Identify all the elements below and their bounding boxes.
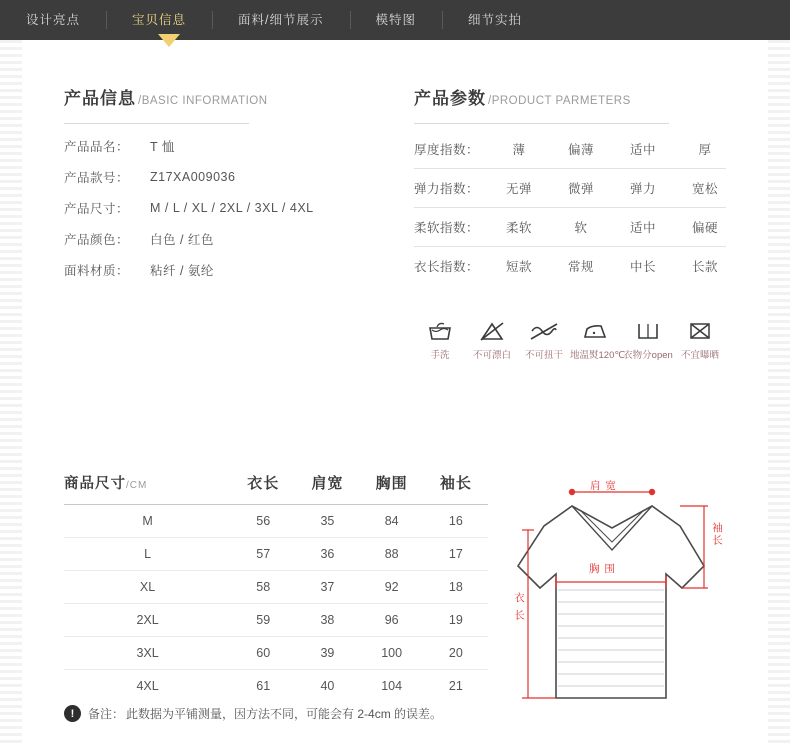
- size-table-body: [64, 505, 488, 703]
- exclamation-icon: !: [64, 705, 81, 722]
- basic-divider: [64, 123, 249, 124]
- column-header-length: 衣长: [247, 475, 280, 492]
- param-option[interactable]: 偏薄: [567, 143, 594, 157]
- param-option[interactable]: 厚: [698, 143, 712, 157]
- param-options: [502, 218, 726, 236]
- cell-bust: 92: [360, 571, 424, 604]
- care-label: 不可扭干: [524, 350, 563, 361]
- info-value: 粘纤 / 氨纶: [150, 263, 214, 278]
- label-sleeve-length: 袖长: [711, 522, 723, 547]
- info-value: 白色 / 红色: [150, 232, 214, 247]
- cell-size: XL: [64, 571, 231, 604]
- care-item-separate-wash: [622, 318, 674, 361]
- table-row: [64, 505, 488, 538]
- parameters-title: [414, 84, 726, 109]
- label-shoulder-width: 肩 宽: [590, 480, 617, 492]
- column-header-size: [64, 472, 231, 505]
- hand-wash-icon: [414, 318, 466, 344]
- info-value: T 恤: [150, 139, 175, 154]
- param-key: 衣长指数：: [414, 260, 480, 274]
- table-row: [64, 571, 488, 604]
- cell-bust: 96: [360, 604, 424, 637]
- param-options: [502, 140, 726, 158]
- param-options: [502, 257, 726, 275]
- column-header-shoulder: 肩宽: [311, 475, 344, 492]
- cell-size: 4XL: [136, 679, 159, 693]
- care-label: 地温熨120℃: [570, 350, 626, 361]
- basic-information-block: [64, 84, 364, 285]
- no-wring-icon: [518, 318, 570, 344]
- cell-length: 61: [256, 679, 271, 693]
- cell-size: 2XL: [64, 604, 231, 637]
- size-unit-label: /CM: [126, 480, 148, 491]
- param-row-thickness: [414, 130, 726, 169]
- table-row: [64, 604, 488, 637]
- section-nav-bar: [0, 0, 790, 40]
- param-option[interactable]: 宽松: [691, 182, 718, 196]
- parameters-title-en: /PRODUCT PARMETERS: [488, 95, 631, 107]
- no-sun-dry-icon: [674, 318, 726, 344]
- no-bleach-icon: [466, 318, 518, 344]
- product-parameters-block: [414, 84, 726, 285]
- column-header-bust: 胸围: [375, 475, 408, 492]
- cell-length: 58: [231, 571, 295, 604]
- info-key: 产品尺寸：: [64, 201, 130, 216]
- column-header-size-label: 商品尺寸: [64, 476, 126, 492]
- care-item-iron: [570, 318, 626, 361]
- tshirt-outline-svg: [494, 470, 730, 715]
- param-options: [502, 179, 726, 197]
- basic-title-cn: 产品信息: [64, 89, 136, 108]
- info-row-style-no: [64, 161, 364, 192]
- care-label: 手洗: [430, 350, 450, 361]
- param-option[interactable]: 偏硬: [691, 221, 718, 235]
- iron-120-icon: [570, 318, 622, 344]
- care-item-hand-wash: [414, 318, 466, 361]
- param-option[interactable]: 适中: [629, 143, 656, 157]
- param-row-elasticity: [414, 169, 726, 208]
- care-item-no-sun-dry: [674, 318, 726, 361]
- cell-sleeve: 20: [424, 637, 488, 670]
- care-label: 不可漂白: [472, 350, 511, 361]
- nav-item-design[interactable]: 设计亮点: [26, 13, 81, 27]
- basic-information-title: [64, 84, 364, 109]
- cell-sleeve: 18: [424, 571, 488, 604]
- basic-title-en: /BASIC INFORMATION: [138, 95, 268, 107]
- decorative-right-stripe: [768, 40, 790, 744]
- size-table-block: [64, 472, 488, 702]
- param-option[interactable]: 弹力: [629, 182, 656, 196]
- info-key: 面料材质：: [64, 263, 130, 278]
- parameters-title-cn: 产品参数: [414, 89, 486, 108]
- param-key: 厚度指数：: [414, 143, 480, 157]
- cell-length: 56: [231, 505, 295, 538]
- cell-bust: 100: [360, 637, 424, 670]
- cell-length: 57: [231, 538, 295, 571]
- nav-item-detail-shots[interactable]: 细节实拍: [442, 0, 548, 40]
- param-key: 弹力指数：: [414, 182, 480, 196]
- table-row: [64, 538, 488, 571]
- cell-sleeve: 19: [424, 604, 488, 637]
- cell-shoulder: 37: [295, 571, 359, 604]
- care-label: 不宜曝晒: [680, 350, 719, 361]
- cell-shoulder: 38: [295, 604, 359, 637]
- label-body-length: 衣 长: [513, 592, 525, 622]
- param-key: 柔软指数：: [414, 221, 480, 235]
- size-table: [64, 472, 488, 702]
- param-option[interactable]: 微弹: [567, 182, 594, 196]
- decorative-left-stripe: [0, 40, 22, 744]
- care-instructions-row: [414, 318, 726, 361]
- info-row-material: [64, 254, 364, 285]
- cell-bust: 88: [360, 538, 424, 571]
- nav-active-arrow-icon: [158, 34, 180, 47]
- info-key: 产品颜色：: [64, 232, 130, 247]
- cell-size: 3XL: [64, 637, 231, 670]
- cell-bust: 104: [381, 679, 403, 693]
- param-option[interactable]: 薄: [512, 143, 526, 157]
- info-row-sizes: [64, 192, 364, 223]
- cell-shoulder: 36: [295, 538, 359, 571]
- info-value: M / L / XL / 2XL / 3XL / 4XL: [150, 200, 314, 215]
- cell-size: M: [64, 505, 231, 538]
- param-option[interactable]: 常规: [567, 260, 594, 274]
- nav-item-fabric-detail[interactable]: 面料/细节展示: [212, 0, 349, 40]
- param-option[interactable]: 柔软: [505, 221, 532, 235]
- param-row-length: [414, 247, 726, 285]
- info-value: Z17XA009036: [150, 169, 236, 184]
- cell-sleeve: 21: [448, 679, 463, 693]
- care-item-no-bleach: [466, 318, 518, 361]
- info-row-name: [64, 130, 364, 161]
- param-option[interactable]: 软: [574, 221, 588, 235]
- cell-shoulder: 39: [295, 637, 359, 670]
- cell-length: 59: [231, 604, 295, 637]
- param-option[interactable]: 中长: [629, 260, 656, 274]
- note-prefix: 备注：: [88, 707, 125, 721]
- cell-shoulder: 35: [295, 505, 359, 538]
- cell-bust: 84: [360, 505, 424, 538]
- table-row: [64, 637, 488, 670]
- cell-sleeve: 17: [424, 538, 488, 571]
- cell-sleeve: 16: [424, 505, 488, 538]
- param-option[interactable]: 长款: [691, 260, 718, 274]
- separate-wash-icon: [622, 318, 674, 344]
- info-key: 产品品名：: [64, 139, 130, 154]
- size-table-head: [64, 472, 488, 505]
- nav-item-product-info[interactable]: 宝贝信息: [106, 0, 212, 40]
- cell-shoulder: 40: [320, 679, 335, 693]
- cell-length: 60: [231, 637, 295, 670]
- care-label: 衣物分open: [623, 350, 673, 361]
- tshirt-measurement-diagram: [494, 470, 730, 715]
- label-bust: 胸 围: [586, 561, 619, 576]
- info-key: 产品款号：: [64, 170, 130, 185]
- table-row: [64, 670, 488, 703]
- param-row-softness: [414, 208, 726, 247]
- parameters-divider: [414, 123, 669, 124]
- table-header-row: [64, 472, 488, 505]
- note-text: 此数据为平铺测量，因方法不同，可能会有 2-4cm 的误差。: [126, 707, 443, 721]
- measurement-note: [64, 705, 442, 722]
- param-option[interactable]: 无弹: [505, 182, 532, 196]
- param-option[interactable]: 短款: [505, 260, 532, 274]
- nav-item-model-photos[interactable]: 模特图: [350, 0, 443, 40]
- cell-size: L: [64, 538, 231, 571]
- care-item-no-wring: [518, 318, 570, 361]
- param-option[interactable]: 适中: [629, 221, 656, 235]
- info-row-colors: [64, 223, 364, 254]
- column-header-sleeve: 袖长: [439, 475, 472, 492]
